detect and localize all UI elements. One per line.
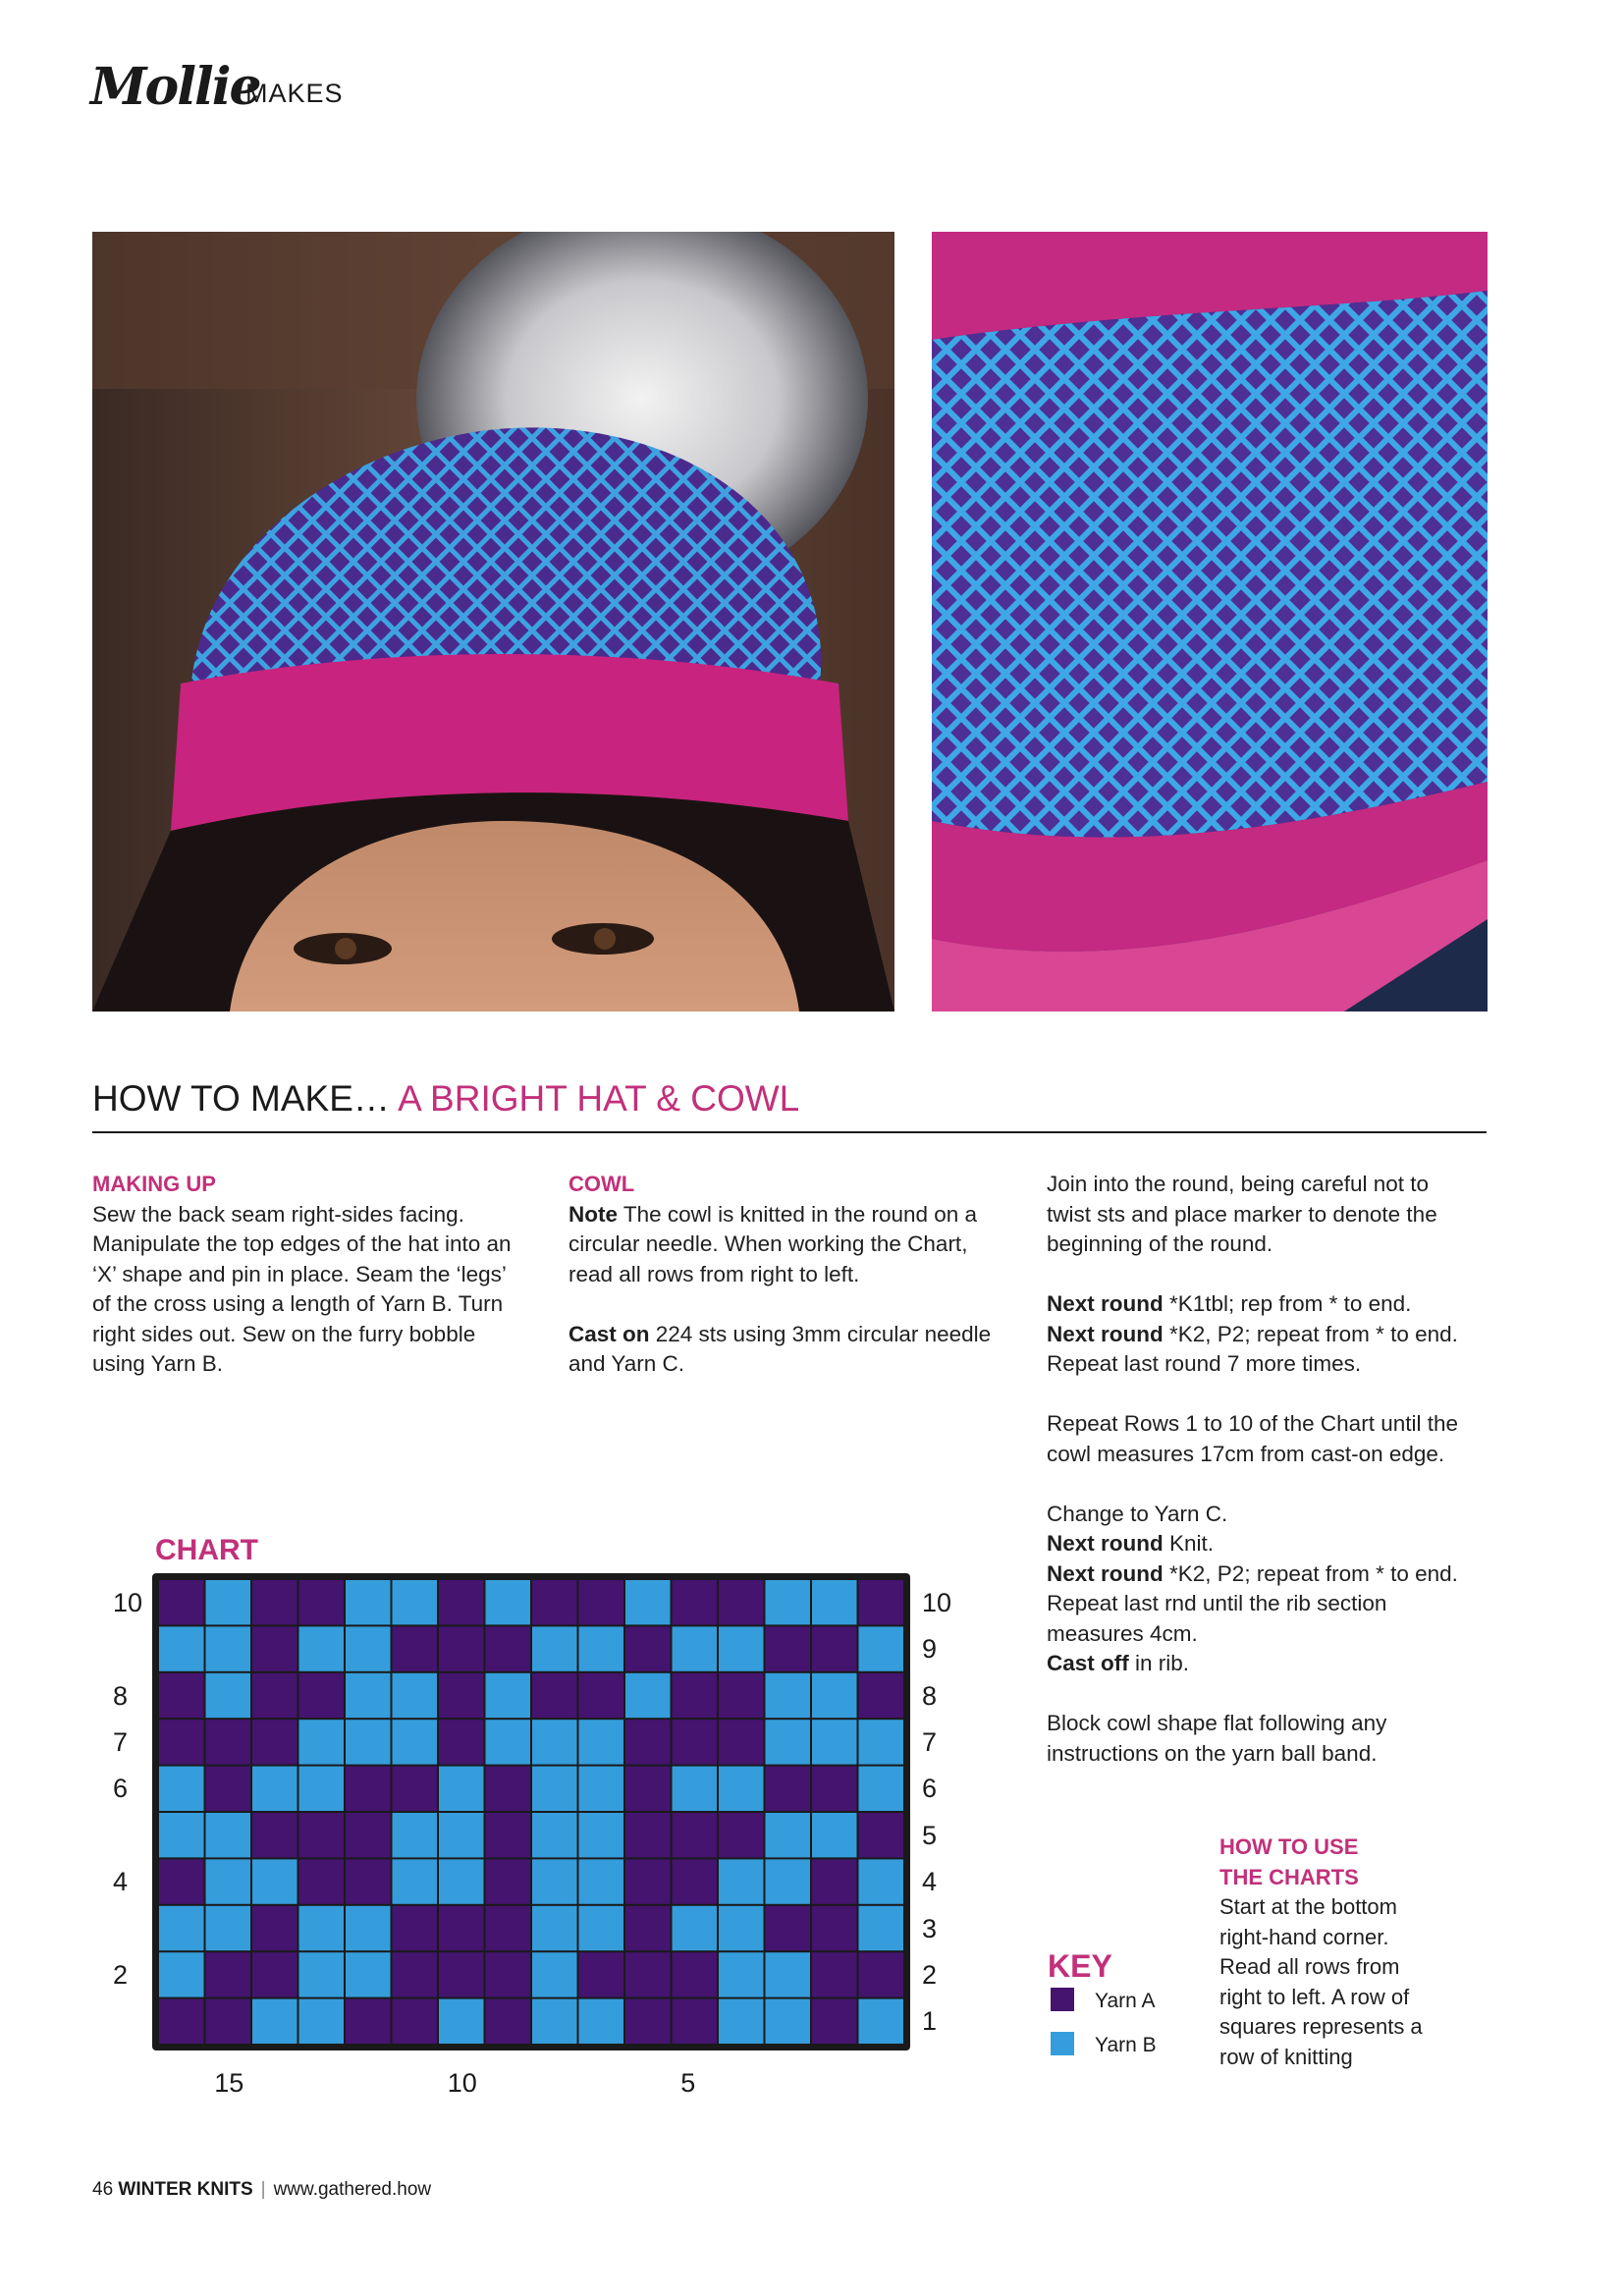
- chart-cell: [766, 1813, 811, 1857]
- hat-photo: [92, 232, 894, 1011]
- chart-cell: [439, 1626, 484, 1670]
- column-label: 15: [214, 2068, 244, 2098]
- cowl-heading: COWL: [568, 1172, 635, 1196]
- chart-cell: [859, 1580, 904, 1624]
- chart-cell: [812, 1906, 857, 1950]
- row-label-left: 4: [113, 1867, 129, 1897]
- row-label-left: 10: [113, 1587, 143, 1617]
- row-label-right: 2: [922, 1959, 938, 1990]
- chart-cell: [299, 1767, 345, 1811]
- chart-cell: [766, 1952, 811, 1996]
- chart-cell: [159, 1767, 204, 1811]
- row-label-left: 2: [113, 1959, 129, 1990]
- chart-cell: [299, 1859, 345, 1903]
- chart-cell: [486, 1673, 531, 1718]
- chart-cell: [812, 1673, 857, 1718]
- chart-cell: [673, 1580, 718, 1624]
- column-label: 10: [447, 2068, 477, 2098]
- row-label-right: 5: [922, 1820, 938, 1850]
- chart-cell: [346, 1580, 391, 1624]
- chart-cell: [439, 1859, 484, 1903]
- chart-cell: [206, 1626, 251, 1670]
- chart-cell: [206, 1859, 251, 1903]
- chart-cell: [532, 1906, 577, 1950]
- repeat-chart-line: cowl measures 17cm from cast-on edge.: [1047, 1441, 1445, 1466]
- cowl-column: [568, 1170, 1010, 1380]
- chart-cell: [206, 1952, 251, 1996]
- row-label-right: 8: [922, 1680, 938, 1711]
- chart-cell: [719, 1673, 764, 1718]
- chart-cell: [673, 1999, 718, 2044]
- chart-cell: [673, 1720, 718, 1764]
- knitting-chart: [152, 1573, 910, 2050]
- making-up-heading: MAKING UP: [92, 1172, 216, 1196]
- chart-cell: [532, 1952, 577, 1996]
- chart-cell: [625, 1720, 671, 1764]
- chart-cell: [719, 1767, 764, 1811]
- chart-cell: [486, 1859, 531, 1903]
- intro-line: twist sts and place marker to denote the: [1047, 1201, 1437, 1227]
- chart-cell: [159, 1906, 204, 1950]
- chart-cell: [625, 1952, 671, 1996]
- chart-cell: [393, 1859, 438, 1903]
- cowl-photo: [932, 232, 1488, 1011]
- chart-cell: [252, 1906, 298, 1950]
- chart-cell: [579, 1952, 624, 1996]
- chart-cell: [625, 1906, 671, 1950]
- chart-cell: [393, 1813, 438, 1857]
- how-to-use-charts: [1219, 1832, 1455, 2072]
- chart-cell: [859, 1952, 904, 1996]
- howto-line: Read all rows from: [1219, 1954, 1400, 1979]
- chart-cell: [859, 1673, 904, 1718]
- instructions-column: [1047, 1170, 1489, 1769]
- chart-cell: [625, 1673, 671, 1718]
- page-headline: [92, 1078, 799, 1120]
- chart-cell: [252, 1580, 298, 1624]
- cast-off-label: Cast off: [1047, 1651, 1129, 1675]
- chart-cell: [159, 1720, 204, 1764]
- rib-line: Repeat last rnd until the rib section: [1047, 1591, 1387, 1615]
- making-up-column: [92, 1170, 534, 1380]
- brand-script: Mollie: [90, 57, 260, 117]
- yarn-b-label: Yarn B: [1095, 2034, 1157, 2056]
- row-label-right: 10: [922, 1587, 952, 1617]
- chart-cell: [625, 1626, 671, 1670]
- chart-cell: [719, 1999, 764, 2044]
- chart-cell: [673, 1859, 718, 1903]
- row-label-right: 4: [922, 1867, 938, 1897]
- howto-line: row of knitting: [1219, 2044, 1353, 2069]
- chart-cell: [859, 1626, 904, 1670]
- chart-cell: [766, 1580, 811, 1624]
- howto-line: right to left. A row of: [1219, 1984, 1410, 2009]
- chart-cell: [159, 1673, 204, 1718]
- next-round-label: Next round: [1047, 1291, 1164, 1316]
- chart-cell: [439, 1999, 484, 2044]
- chart-cell: [812, 1580, 857, 1624]
- chart-cell: [719, 1859, 764, 1903]
- intro-line: beginning of the round.: [1047, 1231, 1273, 1256]
- repeat-chart-line: Repeat Rows 1 to 10 of the Chart until the: [1047, 1411, 1458, 1436]
- yarn-b-swatch: [1051, 2032, 1074, 2055]
- chart-cell: [812, 1626, 857, 1670]
- chart-cell: [159, 1580, 204, 1624]
- headline-rule: [92, 1131, 1487, 1133]
- row-label-right: 7: [922, 1726, 938, 1757]
- chart-cell: [206, 1813, 251, 1857]
- headline-accent: A BRIGHT HAT & COWL: [398, 1078, 800, 1119]
- block-line: instructions on the yarn ball band.: [1047, 1740, 1378, 1766]
- cast-off-text: in rib.: [1128, 1651, 1190, 1675]
- chart-cell: [812, 1767, 857, 1811]
- chart-cell: [673, 1767, 718, 1811]
- chart-cell: [299, 1813, 345, 1857]
- chart-cell: [532, 1999, 577, 2044]
- change-yarn: Change to Yarn C.: [1047, 1501, 1228, 1526]
- key-title: KEY: [1048, 1948, 1112, 1984]
- chart-cell: [346, 1859, 391, 1903]
- making-up-line: ‘X’ shape and pin in place. Seam the ‘legs’: [92, 1261, 507, 1286]
- cast-on-label: Cast on: [568, 1321, 650, 1346]
- next-round-label: Next round: [1047, 1560, 1164, 1586]
- row-label-left: 6: [113, 1774, 129, 1804]
- chart-cell: [579, 1999, 624, 2044]
- chart-cell: [252, 1673, 298, 1718]
- row-label-left: 8: [113, 1680, 129, 1711]
- round-text: *K2, P2; repeat from * to end.: [1163, 1321, 1458, 1346]
- chart-cell: [393, 1952, 438, 1996]
- chart-cell: [346, 1999, 391, 2044]
- chart-cell: [159, 1813, 204, 1857]
- chart-cell: [299, 1626, 345, 1670]
- chart-cell: [719, 1580, 764, 1624]
- chart-cell: [812, 1952, 857, 1996]
- chart-cell: [486, 1952, 531, 1996]
- next-round-label: Next round: [1047, 1531, 1164, 1556]
- howto-line: squares represents a: [1219, 2014, 1423, 2039]
- chart-cell: [532, 1626, 577, 1670]
- intro-line: Join into the round, being careful not to: [1047, 1172, 1430, 1196]
- chart-cell: [532, 1673, 577, 1718]
- chart-cell: [252, 1952, 298, 1996]
- chart-cell: [299, 1999, 345, 2044]
- chart-cell: [206, 1767, 251, 1811]
- chart-cell: [206, 1673, 251, 1718]
- chart-title: CHART: [155, 1534, 258, 1566]
- chart-cell: [346, 1626, 391, 1670]
- chart-cell: [299, 1720, 345, 1764]
- magazine-name: WINTER KNITS: [118, 2179, 253, 2200]
- chart-cell: [346, 1767, 391, 1811]
- chart-cell: [252, 1813, 298, 1857]
- chart-cell: [812, 1999, 857, 2044]
- chart-cell: [252, 1626, 298, 1670]
- cast-on-text: and Yarn C.: [568, 1351, 684, 1376]
- chart-cell: [625, 1813, 671, 1857]
- chart-cell: [859, 1813, 904, 1857]
- chart-cell: [486, 1813, 531, 1857]
- chart-cell: [766, 1720, 811, 1764]
- round-text: Knit.: [1163, 1531, 1215, 1556]
- chart-cell: [673, 1952, 718, 1996]
- chart-cell: [673, 1813, 718, 1857]
- chart-cell: [579, 1720, 624, 1764]
- chart-cell: [299, 1580, 345, 1624]
- chart-cell: [625, 1580, 671, 1624]
- chart-cell: [766, 1859, 811, 1903]
- chart-cell: [439, 1673, 484, 1718]
- chart-cell: [625, 1999, 671, 2044]
- chart-cell: [766, 1906, 811, 1950]
- footer-separator: |: [260, 2179, 266, 2200]
- chart-cell: [859, 1999, 904, 2044]
- chart-cell: [252, 1720, 298, 1764]
- howto-heading: THE CHARTS: [1219, 1864, 1359, 1889]
- chart-cell: [393, 1626, 438, 1670]
- chart-cell: [859, 1906, 904, 1950]
- making-up-line: using Yarn B.: [92, 1351, 224, 1376]
- headline-main: HOW TO MAKE…: [92, 1078, 399, 1119]
- chart-cell: [766, 1673, 811, 1718]
- making-up-line: of the cross using a length of Yarn B. Turn: [92, 1291, 504, 1316]
- chart-cell: [439, 1720, 484, 1764]
- note-label: Note: [568, 1201, 618, 1227]
- block-line: Block cowl shape flat following any: [1047, 1711, 1387, 1735]
- chart-cell: [252, 1999, 298, 2044]
- chart-cell: [486, 1626, 531, 1670]
- row-label-right: 9: [922, 1634, 938, 1665]
- brand-word: MAKES: [245, 79, 344, 108]
- howto-line: Start at the bottom: [1219, 1894, 1397, 1919]
- chart-cell: [439, 1813, 484, 1857]
- yarn-a-label: Yarn A: [1095, 1990, 1156, 2012]
- chart-cell: [299, 1906, 345, 1950]
- chart-cell: [579, 1673, 624, 1718]
- chart-cell: [579, 1859, 624, 1903]
- chart-cell: [439, 1580, 484, 1624]
- making-up-line: Manipulate the top edges of the hat into an: [92, 1231, 512, 1256]
- chart-cell: [439, 1767, 484, 1811]
- chart-cell: [439, 1906, 484, 1950]
- chart-cell: [346, 1720, 391, 1764]
- chart-cell: [486, 1999, 531, 2044]
- chart-cell: [579, 1767, 624, 1811]
- chart-cell: [439, 1952, 484, 1996]
- chart-cell: [486, 1580, 531, 1624]
- chart-cell: [579, 1813, 624, 1857]
- chart-cell: [719, 1906, 764, 1950]
- rib-line: measures 4cm.: [1047, 1620, 1198, 1646]
- round-text: *K1tbl; rep from * to end.: [1163, 1291, 1412, 1316]
- chart-cell: [206, 1580, 251, 1624]
- chart-cell: [812, 1859, 857, 1903]
- chart-cell: [346, 1906, 391, 1950]
- chart-cell: [159, 1859, 204, 1903]
- chart-cell: [532, 1767, 577, 1811]
- chart-cell: [859, 1767, 904, 1811]
- row-label-right: 1: [922, 2006, 938, 2037]
- chart-cell: [206, 1720, 251, 1764]
- repeat-text: Repeat last round 7 more times.: [1047, 1351, 1362, 1376]
- round-text: *K2, P2; repeat from * to end.: [1163, 1560, 1458, 1586]
- chart-cell: [812, 1813, 857, 1857]
- chart-cell: [486, 1720, 531, 1764]
- chart-cell: [625, 1859, 671, 1903]
- chart-cell: [579, 1580, 624, 1624]
- chart-cell: [346, 1813, 391, 1857]
- chart-cell: [579, 1626, 624, 1670]
- making-up-line: Sew the back seam right-sides facing.: [92, 1201, 464, 1227]
- chart-cell: [206, 1906, 251, 1950]
- chart-cell: [393, 1580, 438, 1624]
- note-text: The cowl is knitted in the round on a: [618, 1201, 978, 1227]
- chart-cell: [719, 1813, 764, 1857]
- chart-cell: [159, 1999, 204, 2044]
- chart-cell: [393, 1767, 438, 1811]
- chart-cell: [673, 1626, 718, 1670]
- making-up-line: right sides out. Sew on the furry bobble: [92, 1321, 476, 1346]
- website-url: www.gathered.how: [273, 2179, 432, 2200]
- chart-cell: [393, 1673, 438, 1718]
- chart-cell: [719, 1626, 764, 1670]
- chart-cell: [393, 1906, 438, 1950]
- chart-cell: [346, 1952, 391, 1996]
- chart-cell: [812, 1720, 857, 1764]
- row-label-right: 6: [922, 1774, 938, 1804]
- row-label-left: 7: [113, 1726, 129, 1757]
- chart-cell: [486, 1767, 531, 1811]
- chart-cell: [766, 1626, 811, 1670]
- chart-cell: [719, 1952, 764, 1996]
- page-footer: [92, 2179, 431, 2201]
- row-label-right: 3: [922, 1913, 938, 1943]
- chart-cell: [719, 1720, 764, 1764]
- note-text: circular needle. When working the Chart,: [568, 1231, 968, 1256]
- chart-cell: [579, 1906, 624, 1950]
- howto-heading: HOW TO USE: [1219, 1834, 1359, 1859]
- next-round-label: Next round: [1047, 1321, 1164, 1346]
- chart-cell: [252, 1859, 298, 1903]
- chart-cell: [252, 1767, 298, 1811]
- column-label: 5: [680, 2068, 696, 2098]
- yarn-a-swatch: [1051, 1988, 1074, 2011]
- chart-cell: [532, 1813, 577, 1857]
- chart-cell: [159, 1626, 204, 1670]
- chart-cell: [393, 1999, 438, 2044]
- cast-on-text: 224 sts using 3mm circular needle: [649, 1321, 992, 1346]
- chart-cell: [346, 1673, 391, 1718]
- note-text: read all rows from right to left.: [568, 1261, 860, 1286]
- chart-cell: [673, 1673, 718, 1718]
- chart-cell: [625, 1767, 671, 1811]
- chart-cell: [299, 1673, 345, 1718]
- chart-cell: [299, 1952, 345, 1996]
- chart-cell: [766, 1999, 811, 2044]
- chart-cell: [859, 1720, 904, 1764]
- page-number: 46: [92, 2179, 114, 2200]
- chart-cell: [859, 1859, 904, 1903]
- chart-cell: [206, 1999, 251, 2044]
- chart-cell: [532, 1580, 577, 1624]
- chart-cell: [532, 1859, 577, 1903]
- chart-cell: [673, 1906, 718, 1950]
- chart-cell: [486, 1906, 531, 1950]
- howto-line: right-hand corner.: [1219, 1924, 1389, 1949]
- chart-cell: [393, 1720, 438, 1764]
- chart-cell: [159, 1952, 204, 1996]
- chart-cell: [532, 1720, 577, 1764]
- chart-cell: [766, 1767, 811, 1811]
